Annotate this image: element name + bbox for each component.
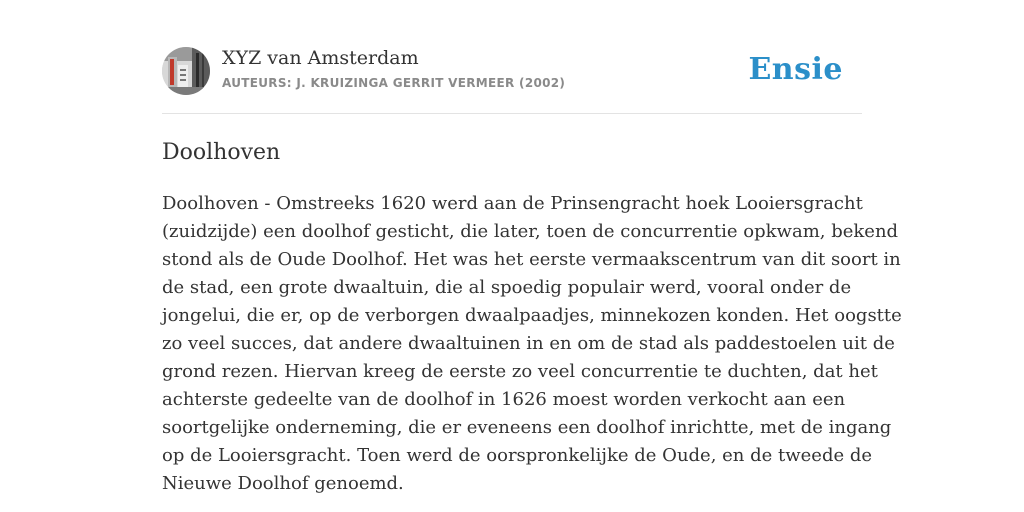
brand-logo[interactable]: Ensie: [748, 52, 843, 87]
entry-title: Doolhoven: [162, 140, 281, 165]
entry-line: grond rezen. Hiervan kreeg de eerste zo veel concurrentie te duchten, dat het: [162, 361, 878, 382]
source-authors: AUTEURS: J. KRUIZINGA GERRIT VERMEER (2002): [222, 76, 566, 90]
entry-line: jongelui, die er, op de verborgen dwaalpaadjes, minnekozen konden. Het oogstte: [162, 305, 902, 326]
entry-line: soortgelijke onderneming, die er eveneens een doolhof inrichtte, met de ingang: [162, 417, 892, 438]
entry-line: Doolhoven - Omstreeks 1620 werd aan de Prinsengracht hoek Looiersgracht: [162, 193, 863, 214]
entry-body: [162, 190, 902, 498]
source-title[interactable]: XYZ van Amsterdam: [222, 47, 419, 69]
entry-line: achterste gedeelte van de doolhof in 1626 moest worden verkocht aan een: [162, 389, 846, 410]
source-avatar[interactable]: [162, 47, 210, 95]
entry-line: (zuidzijde) een doolhof gesticht, die later, toen de concurrentie opkwam, bekend: [162, 221, 899, 242]
entry-line: op de Looiersgracht. Toen werd de oorspronkelijke de Oude, en de tweede de: [162, 445, 873, 466]
source-header: [162, 46, 862, 96]
entry-line: stond als de Oude Doolhof. Het was het eerste vermaakscentrum van dit soort in: [162, 249, 901, 270]
entry-line: de stad, een grote dwaaltuin, die al spoedig populair werd, vooral onder de: [162, 277, 852, 298]
entry-line: Nieuwe Doolhof genoemd.: [162, 473, 404, 494]
entry-line: zo veel succes, dat andere dwaaltuinen in en om de stad als paddestoelen uit de: [162, 333, 895, 354]
header-divider: [162, 113, 862, 114]
book-cover-thumbnail-icon: [162, 47, 210, 95]
